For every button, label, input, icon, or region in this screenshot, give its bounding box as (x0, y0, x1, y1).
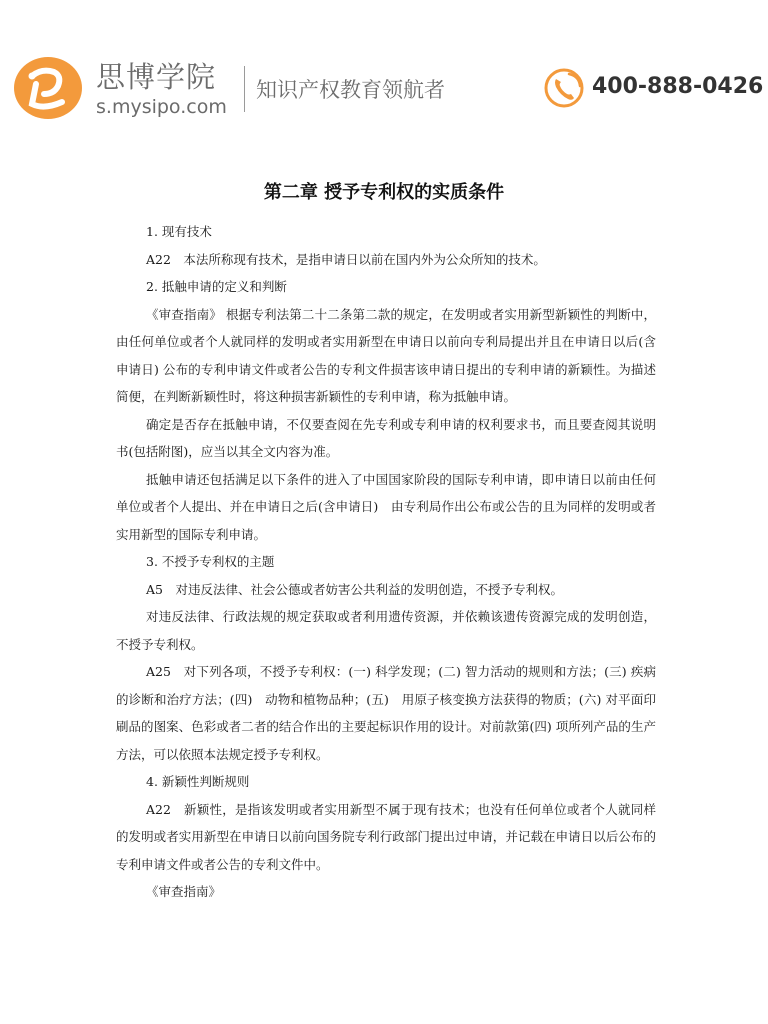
paragraph: 抵触申请还包括满足以下条件的进入了中国国家阶段的国际专利申请，即申请日以前由任何单位或者个人提出、并在申请日之后(含申请日) 由专利局作出公布或公告的且为同样的发明或者实用新型的国际专利申请。 (116, 471, 656, 542)
paragraph: A25 对下列各项，不授予专利权：(一) 科学发现；(二) 智力活动的规则和方法；(三) 疾病的诊断和治疗方法；(四) 动物和植物品种；(五) 用原子核变换方法获得的物质；(六) 对平面印刷品的图案、色彩或者二者的结合作出的主要起标识作用的设计。对前款第(四) 项所列产品的生产方法，可以依照本法规定授予专利权。 (116, 664, 656, 762)
document-body (116, 218, 656, 906)
page-header (0, 0, 768, 130)
sipo-logo-icon (12, 54, 84, 120)
section-heading: 1. 现有技术 (146, 224, 212, 239)
paragraph: A5 对违反法律、社会公德或者妨害公共利益的发明创造，不授予专利权。 (146, 581, 563, 597)
phone-number: 400-888-0426 (592, 74, 764, 99)
chapter-title: 第二章 授予专利权的实质条件 (263, 182, 505, 203)
paragraph: 《审查指南》 (146, 884, 222, 899)
paragraph: 《审查指南》 根据专利法第二十二条第二款的规定，在发明或者实用新型新颖性的判断中，由任何单位或者个人就同样的发明或者实用新型在申请日以前向专利局提出并且在申请日以后(含申请日) 公布的专利申请文件或者公告的专利文件损害该申请日提出的专利申请的新颖性。为描述简便，在判断新颖性时，将这种损害新颖性的专利申请，称为抵触申请。 (116, 306, 656, 404)
paragraph: 确定是否存在抵触申请，不仅要查阅在先专利或专利申请的权利要求书，而且要查阅其说明书(包括附图)，应当以其全文内容为准。 (116, 416, 656, 459)
brand-slogan: 知识产权教育领航者 (256, 78, 445, 102)
paragraph: A22 新颖性，是指该发明或者实用新型不属于现有技术；也没有任何单位或者个人就同样的发明或者实用新型在申请日以前向国务院专利行政部门提出过申请，并记载在申请日以后公布的专利申请文件或者公告的专利文件中。 (116, 801, 656, 872)
paragraph: 对违反法律、行政法规的规定获取或者利用遗传资源，并依赖该遗传资源完成的发明创造，不授予专利权。 (116, 609, 656, 652)
section-heading: 4. 新颖性判断规则 (146, 774, 250, 789)
section-heading: 2. 抵触申请的定义和判断 (146, 279, 287, 294)
header-divider (244, 66, 245, 112)
paragraph: A22 本法所称现有技术，是指申请日以前在国内外为公众所知的技术。 (146, 251, 546, 267)
brand-url: s.mysipo.com (96, 96, 227, 118)
section-heading: 3. 不授予专利权的主题 (146, 554, 275, 569)
phone-icon (543, 66, 585, 110)
brand-name: 思博学院 (96, 60, 217, 94)
